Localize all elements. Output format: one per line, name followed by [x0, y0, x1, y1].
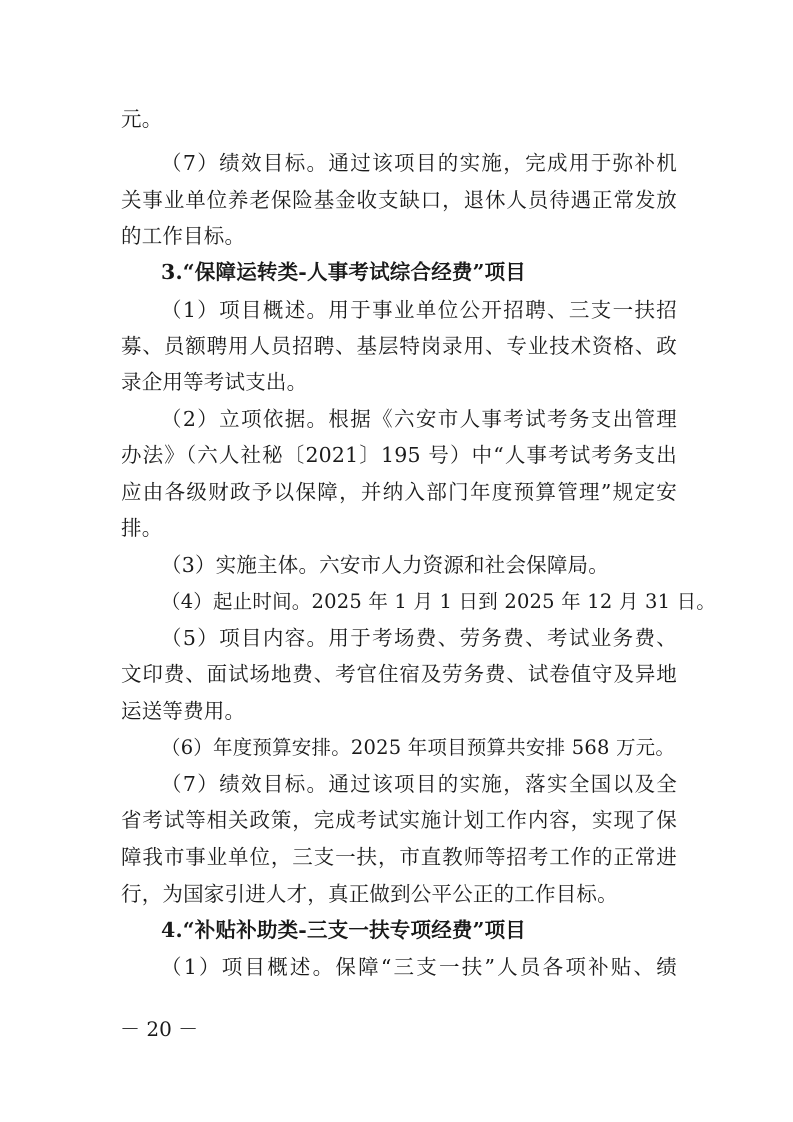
text-line: 的工作目标。 [121, 224, 246, 248]
text-line: （7）绩效目标。通过该项目的实施，落实全国以及全 [161, 772, 677, 796]
text-line: （1）项目概述。保障“三支一扶”人员各项补贴、绩 [161, 955, 677, 979]
text-line: 省考试等相关政策，完成考试实施计划工作内容，实现了保 [121, 808, 677, 832]
text-line: 文印费、面试场地费、考官住宿及劳务费、试卷值守及异地 [121, 662, 677, 686]
text-line: （7）绩效目标。通过该项目的实施，完成用于弥补机 [161, 151, 677, 175]
text-line: （3）实施主体。六安市人力资源和社会保障局。 [161, 553, 609, 577]
text-line: 障我市事业单位，三支一扶，市直教师等招考工作的正常进 [121, 845, 677, 869]
text-line: 办法》（六人社秘〔2021〕195 号）中“人事考试考务支出 [121, 443, 677, 467]
text-line: 募、员额聘用人员招聘、基层特岗录用、专业技术资格、政 [121, 334, 677, 358]
section-heading: 3.“保障运转类-人事考试综合经费”项目 [161, 260, 526, 284]
text-line: 应由各级财政予以保障，并纳入部门年度预算管理”规定安 [121, 480, 677, 504]
text-line: 关事业单位养老保险基金收支缺口，退休人员待遇正常发放 [121, 188, 677, 212]
page-number: － 20 － [120, 1017, 199, 1041]
text-line: 录企用等考试支出。 [121, 370, 308, 394]
text-line: （5）项目内容。用于考场费、劳务费、考试业务费、 [161, 626, 677, 650]
text-line: （1）项目概述。用于事业单位公开招聘、三支一扶招 [161, 298, 677, 322]
text-line: （6）年度预算安排。2025 年项目预算共安排 568 万元。 [161, 736, 676, 759]
text-line: 行，为国家引进人才，真正做到公平公正的工作目标。 [121, 882, 618, 906]
text-line: 运送等费用。 [121, 699, 246, 723]
text-line: 元。 [121, 107, 163, 131]
text-line: （4）起止时间。2025 年 1 月 1 日到 2025 年 12 月 31 日。 [161, 590, 716, 613]
text-line: 排。 [121, 516, 163, 540]
text-line: （2）立项依据。根据《六安市人事考试考务支出管理 [161, 407, 677, 431]
section-heading: 4.“补贴补助类-三支一扶专项经费”项目 [161, 918, 526, 942]
